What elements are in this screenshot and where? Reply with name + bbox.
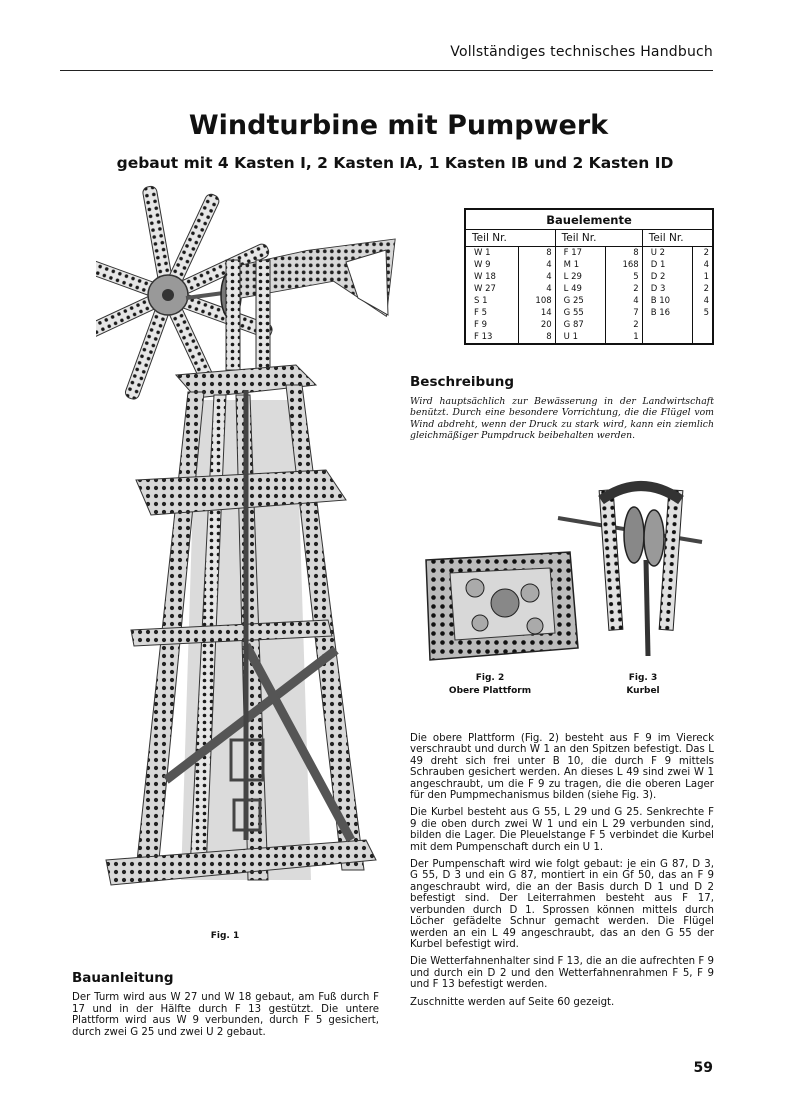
part-number: U 2	[642, 247, 693, 260]
part-quantity: 8	[519, 331, 556, 343]
part-quantity: 4	[693, 259, 712, 271]
part-quantity: 108	[519, 295, 556, 307]
part-number: F 5	[474, 307, 487, 318]
part-number: L 49	[555, 283, 606, 295]
part-number: D 3	[642, 283, 693, 295]
part-number: M 1	[555, 259, 606, 271]
crank-figure	[556, 480, 706, 656]
part-number	[642, 319, 693, 331]
part-quantity	[693, 331, 712, 343]
part-quantity: 5	[693, 307, 712, 319]
parts-row	[466, 259, 712, 271]
part-number: W 18	[474, 271, 496, 282]
part-quantity: 4	[519, 283, 556, 295]
part-quantity: 4	[606, 295, 643, 307]
part-number: G 55	[555, 307, 606, 319]
part-number: F 13	[474, 331, 493, 342]
part-number: D 1	[642, 259, 693, 271]
figure-2-title: Obere Plattform	[448, 686, 532, 696]
parts-column-header: Teil Nr.	[642, 230, 712, 247]
part-quantity: 2	[693, 283, 712, 295]
part-number: S 1	[474, 295, 488, 306]
part-number: W 27	[474, 283, 496, 294]
part-quantity: 4	[519, 271, 556, 283]
part-quantity: 8	[606, 247, 643, 260]
part-quantity: 14	[519, 307, 556, 319]
page-number: 59	[693, 1060, 713, 1076]
parts-row	[466, 319, 712, 331]
part-quantity: 5	[606, 271, 643, 283]
part-quantity: 7	[606, 307, 643, 319]
part-number: G 25	[555, 295, 606, 307]
parts-row	[466, 247, 712, 260]
parts-table-title: Bauelemente	[466, 210, 712, 230]
part-quantity: 4	[693, 295, 712, 307]
body-paragraph: Der Pumpenschaft wird wie folgt gebaut: je ein G 87, D 3, G 55, D 3 und ein G 87, montiert in ein Gf 50, das an F 9 angeschraubt wird, die an der Basis durch D 1 und D 2 befestigt sind. Der Leiterrahmen besteht aus F 17, verbunden durch D 1. Sprossen können mittels durch Löcher gefädelte Schnur gemacht werden. Die Flügel werden an ein L 49 angeschraubt, das an den G 55 der Kurbel befestigt wird.	[410, 859, 714, 950]
parts-row	[466, 331, 712, 343]
parts-column-header: Teil Nr.	[466, 230, 555, 247]
part-quantity: 1	[693, 271, 712, 283]
bauanleitung-heading: Bauanleitung	[72, 970, 174, 986]
running-head: Vollständiges technisches Handbuch	[450, 44, 713, 60]
part-quantity	[693, 319, 712, 331]
body-paragraph: Die Wetterfahnenhalter sind F 13, die an die aufrechten F 9 und durch ein D 2 und den Wetterfahnenrahmen F 5, F 9 und F 13 befestigt werden.	[410, 956, 714, 991]
part-quantity: 2	[606, 319, 643, 331]
part-quantity: 20	[519, 319, 556, 331]
part-quantity: 2	[606, 283, 643, 295]
part-number: G 87	[555, 319, 606, 331]
figure-2-caption	[430, 672, 550, 698]
part-number: L 29	[555, 271, 606, 283]
figure-3-label: Fig. 3	[628, 673, 658, 683]
part-number: D 2	[642, 271, 693, 283]
parts-row	[466, 271, 712, 283]
parts-table	[464, 208, 714, 345]
page-subtitle: gebaut mit 4 Kasten I, 2 Kasten IA, 1 Kasten IB und 2 Kasten ID	[116, 154, 674, 172]
part-quantity: 4	[519, 259, 556, 271]
windmill-figure	[96, 180, 398, 908]
part-number: B 10	[642, 295, 693, 307]
parts-column-header: Teil Nr.	[555, 230, 642, 247]
figure-2-label: Fig. 2	[475, 673, 505, 683]
body-text	[410, 733, 714, 1014]
figure-1-label: Fig. 1	[210, 931, 240, 941]
header-rule	[60, 70, 713, 71]
body-paragraph: Die Kurbel besteht aus G 55, L 29 und G 25. Senkrechte F 9 die oben durch zwei W 1 und ein L 29 verbunden sind, bilden die Lager. Die Pleuelstange F 5 verbindet die Kurbel mit dem Pumpenschaft durch ein U 1.	[410, 807, 714, 853]
part-quantity: 1	[606, 331, 643, 343]
figure-3-caption	[608, 672, 678, 698]
parts-row	[466, 283, 712, 295]
part-number: U 1	[555, 331, 606, 343]
figure-3-title: Kurbel	[626, 686, 660, 696]
beschreibung-text: Wird hauptsächlich zur Bewässerung in der Landwirtschaft benützt. Durch eine besondere Vorrichtung, die die Flügel vom Wind abdreht, wenn der Druck zu stark wird, kann ein ziemlich gleichmäßiger Pumpdruck beibehalten werden.	[410, 396, 714, 442]
parts-row	[466, 295, 712, 307]
part-quantity: 168	[606, 259, 643, 271]
page-title: Windturbine mit Pumpwerk	[188, 110, 609, 141]
part-number	[642, 331, 693, 343]
part-number: F 17	[555, 247, 606, 260]
part-number: F 9	[474, 319, 487, 330]
part-quantity: 2	[693, 247, 712, 260]
parts-row	[466, 307, 712, 319]
part-number: W 9	[474, 259, 491, 270]
body-paragraph: Die obere Plattform (Fig. 2) besteht aus F 9 im Viereck verschraubt und durch W 1 an den Spitzen befestigt. Das L 49 dreht sich frei unter B 10, die durch F 9 mittels Schrauben gesichert werden. An dieses L 49 sind zwei W 1 angeschraubt, um die F 9 zu tragen, die die oberen Lager für den Pumpmechanismus bilden (siehe Fig. 3).	[410, 733, 714, 802]
part-quantity: 8	[519, 247, 556, 260]
bauanleitung-text: Der Turm wird aus W 27 und W 18 gebaut, am Fuß durch F 17 und in der Hälfte durch F 13 gestützt. Die untere Plattform wird aus W 9 verbunden, durch F 5 gesichert, durch zwei G 25 und zwei U 2 gebaut.	[72, 992, 379, 1038]
part-number: B 16	[642, 307, 693, 319]
beschreibung-heading: Beschreibung	[410, 374, 515, 390]
body-paragraph: Zuschnitte werden auf Seite 60 gezeigt.	[410, 996, 615, 1008]
part-number: W 1	[474, 247, 491, 258]
